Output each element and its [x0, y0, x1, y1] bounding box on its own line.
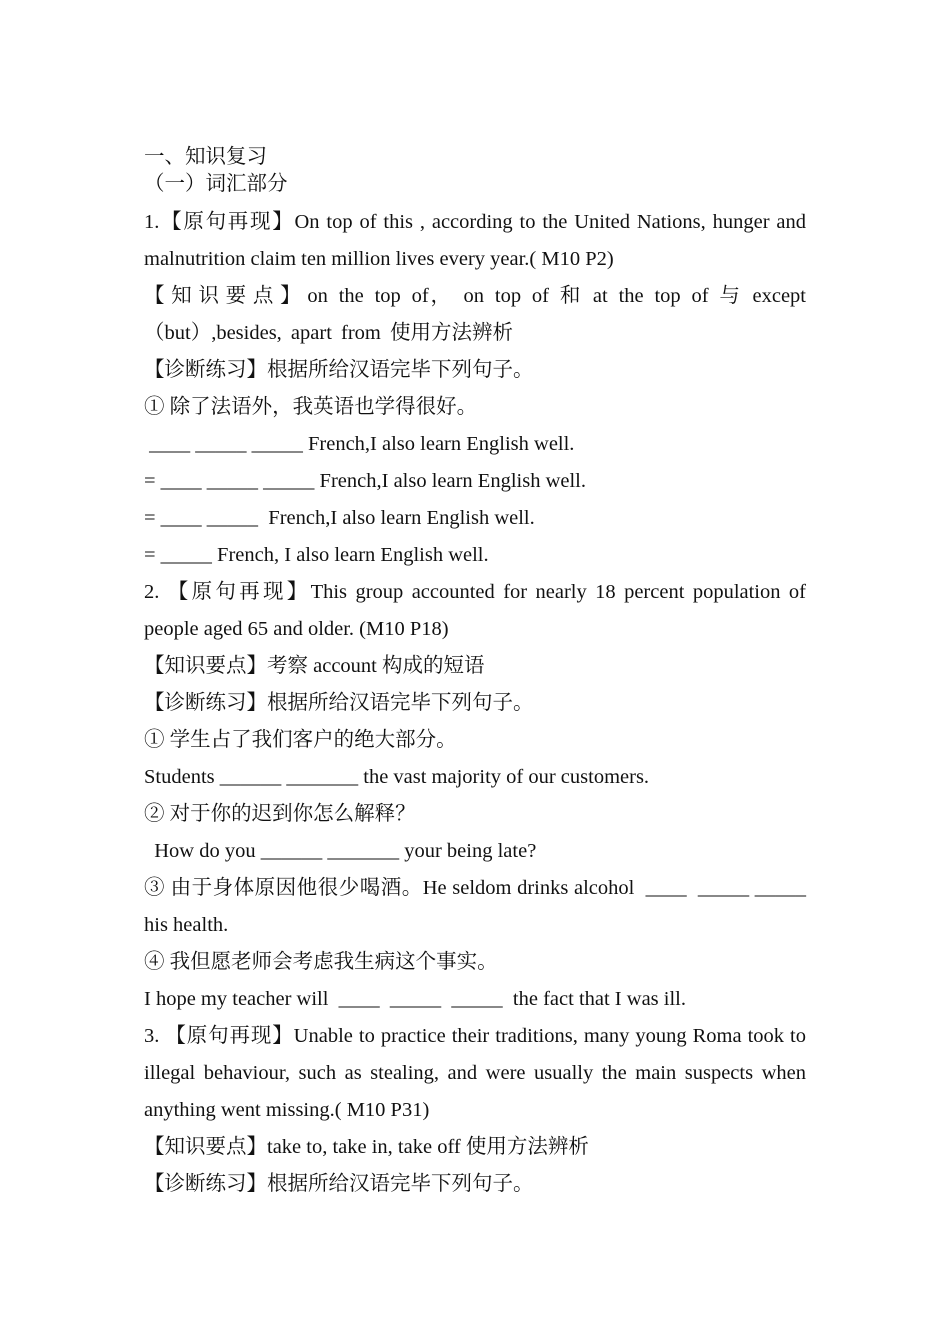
item-1-key-text: on the top of， on top of 和 at the top of 与 except（but）,besides, apart from 使用方法辨析 [144, 285, 806, 344]
item-3-key-point [144, 1129, 806, 1166]
document-page [144, 144, 817, 1203]
item-1-key-label: 【知识要点】 [144, 285, 308, 307]
item-3-original [144, 1018, 806, 1129]
item-1-original-text: On top of this , according to the United Nations, hunger and malnutrition claim ten million lives every year.( M10 P2) [144, 211, 807, 270]
item-2-exercise-6: ④ 我但愿老师会考虑我生病这个事实。 [144, 951, 498, 973]
item-1-practice-label: 【诊断练习】 [144, 359, 267, 381]
item-1-exercise-2: ____ _____ _____ French,I also learn English well. [144, 433, 575, 455]
item-1-original [144, 204, 806, 278]
item-1-practice-text: 根据所给汉语完毕下列句子。 [267, 359, 534, 381]
item-2-exercise-2: Students ______ _______ the vast majority of our customers. [144, 766, 650, 788]
item-1-key-point [144, 278, 806, 352]
item-2-practice-text: 根据所给汉语完毕下列句子。 [267, 692, 534, 714]
item-2-exercise-3: ② 对于你的迟到你怎么解释？ [144, 803, 416, 825]
item-3-key-label: 【知识要点】 [144, 1136, 267, 1158]
item-1-exercise-3: = ____ _____ _____ French,I also learn English well. [144, 470, 586, 492]
item-2-practice-label: 【诊断练习】 [144, 692, 267, 714]
item-3-practice-label: 【诊断练习】 [144, 1173, 267, 1195]
item-2-original-text: This group accounted for nearly 18 percent population of people aged 65 and older. (M10 P18) [144, 581, 807, 640]
item-2-key-text: 考察 account 构成的短语 [267, 655, 485, 677]
item-2-original-label: 2. 【原句再现】 [144, 581, 311, 603]
section-heading: 一、知识复习 [144, 146, 267, 168]
item-2-exercise-7: I hope my teacher will ____ _____ _____ the fact that I was ill. [144, 988, 686, 1010]
item-1-exercise-5: = _____ French, I also learn English well. [144, 544, 489, 566]
item-3-practice-text: 根据所给汉语完毕下列句子。 [267, 1173, 534, 1195]
item-2-key-label: 【知识要点】 [144, 655, 267, 677]
item-3-original-text: Unable to practice their traditions, many young Roma took to illegal behaviour, such as stealing, and were usually the main suspects when anything went missing.( M10 P31) [144, 1025, 807, 1121]
item-2-exercise-4: How do you ______ _______ your being late? [144, 840, 537, 862]
item-2-exercise-5: ③ 由于身体原因他很少喝酒。He seldom drinks alcohol ____ _____ _____ his health. [144, 877, 817, 936]
subsection-heading: （一）词汇部分 [144, 173, 288, 195]
item-3-key-text: take to, take in, take off 使用方法辨析 [267, 1136, 589, 1158]
item-2-original [144, 574, 806, 648]
item-1-original-label: 1.【原句再现】 [144, 211, 295, 233]
item-1-exercise-4: = ____ _____ French,I also learn English well. [144, 507, 535, 529]
item-1-practice [144, 352, 806, 389]
item-3-original-label: 3. 【原句再现】 [144, 1025, 294, 1047]
item-2-practice [144, 685, 806, 722]
item-1-exercise-1: ① 除了法语外，我英语也学得很好。 [144, 396, 478, 418]
item-3-practice [144, 1166, 806, 1203]
item-2-key-point [144, 648, 806, 685]
item-2-exercise-1: ① 学生占了我们客户的绝大部分。 [144, 729, 457, 751]
